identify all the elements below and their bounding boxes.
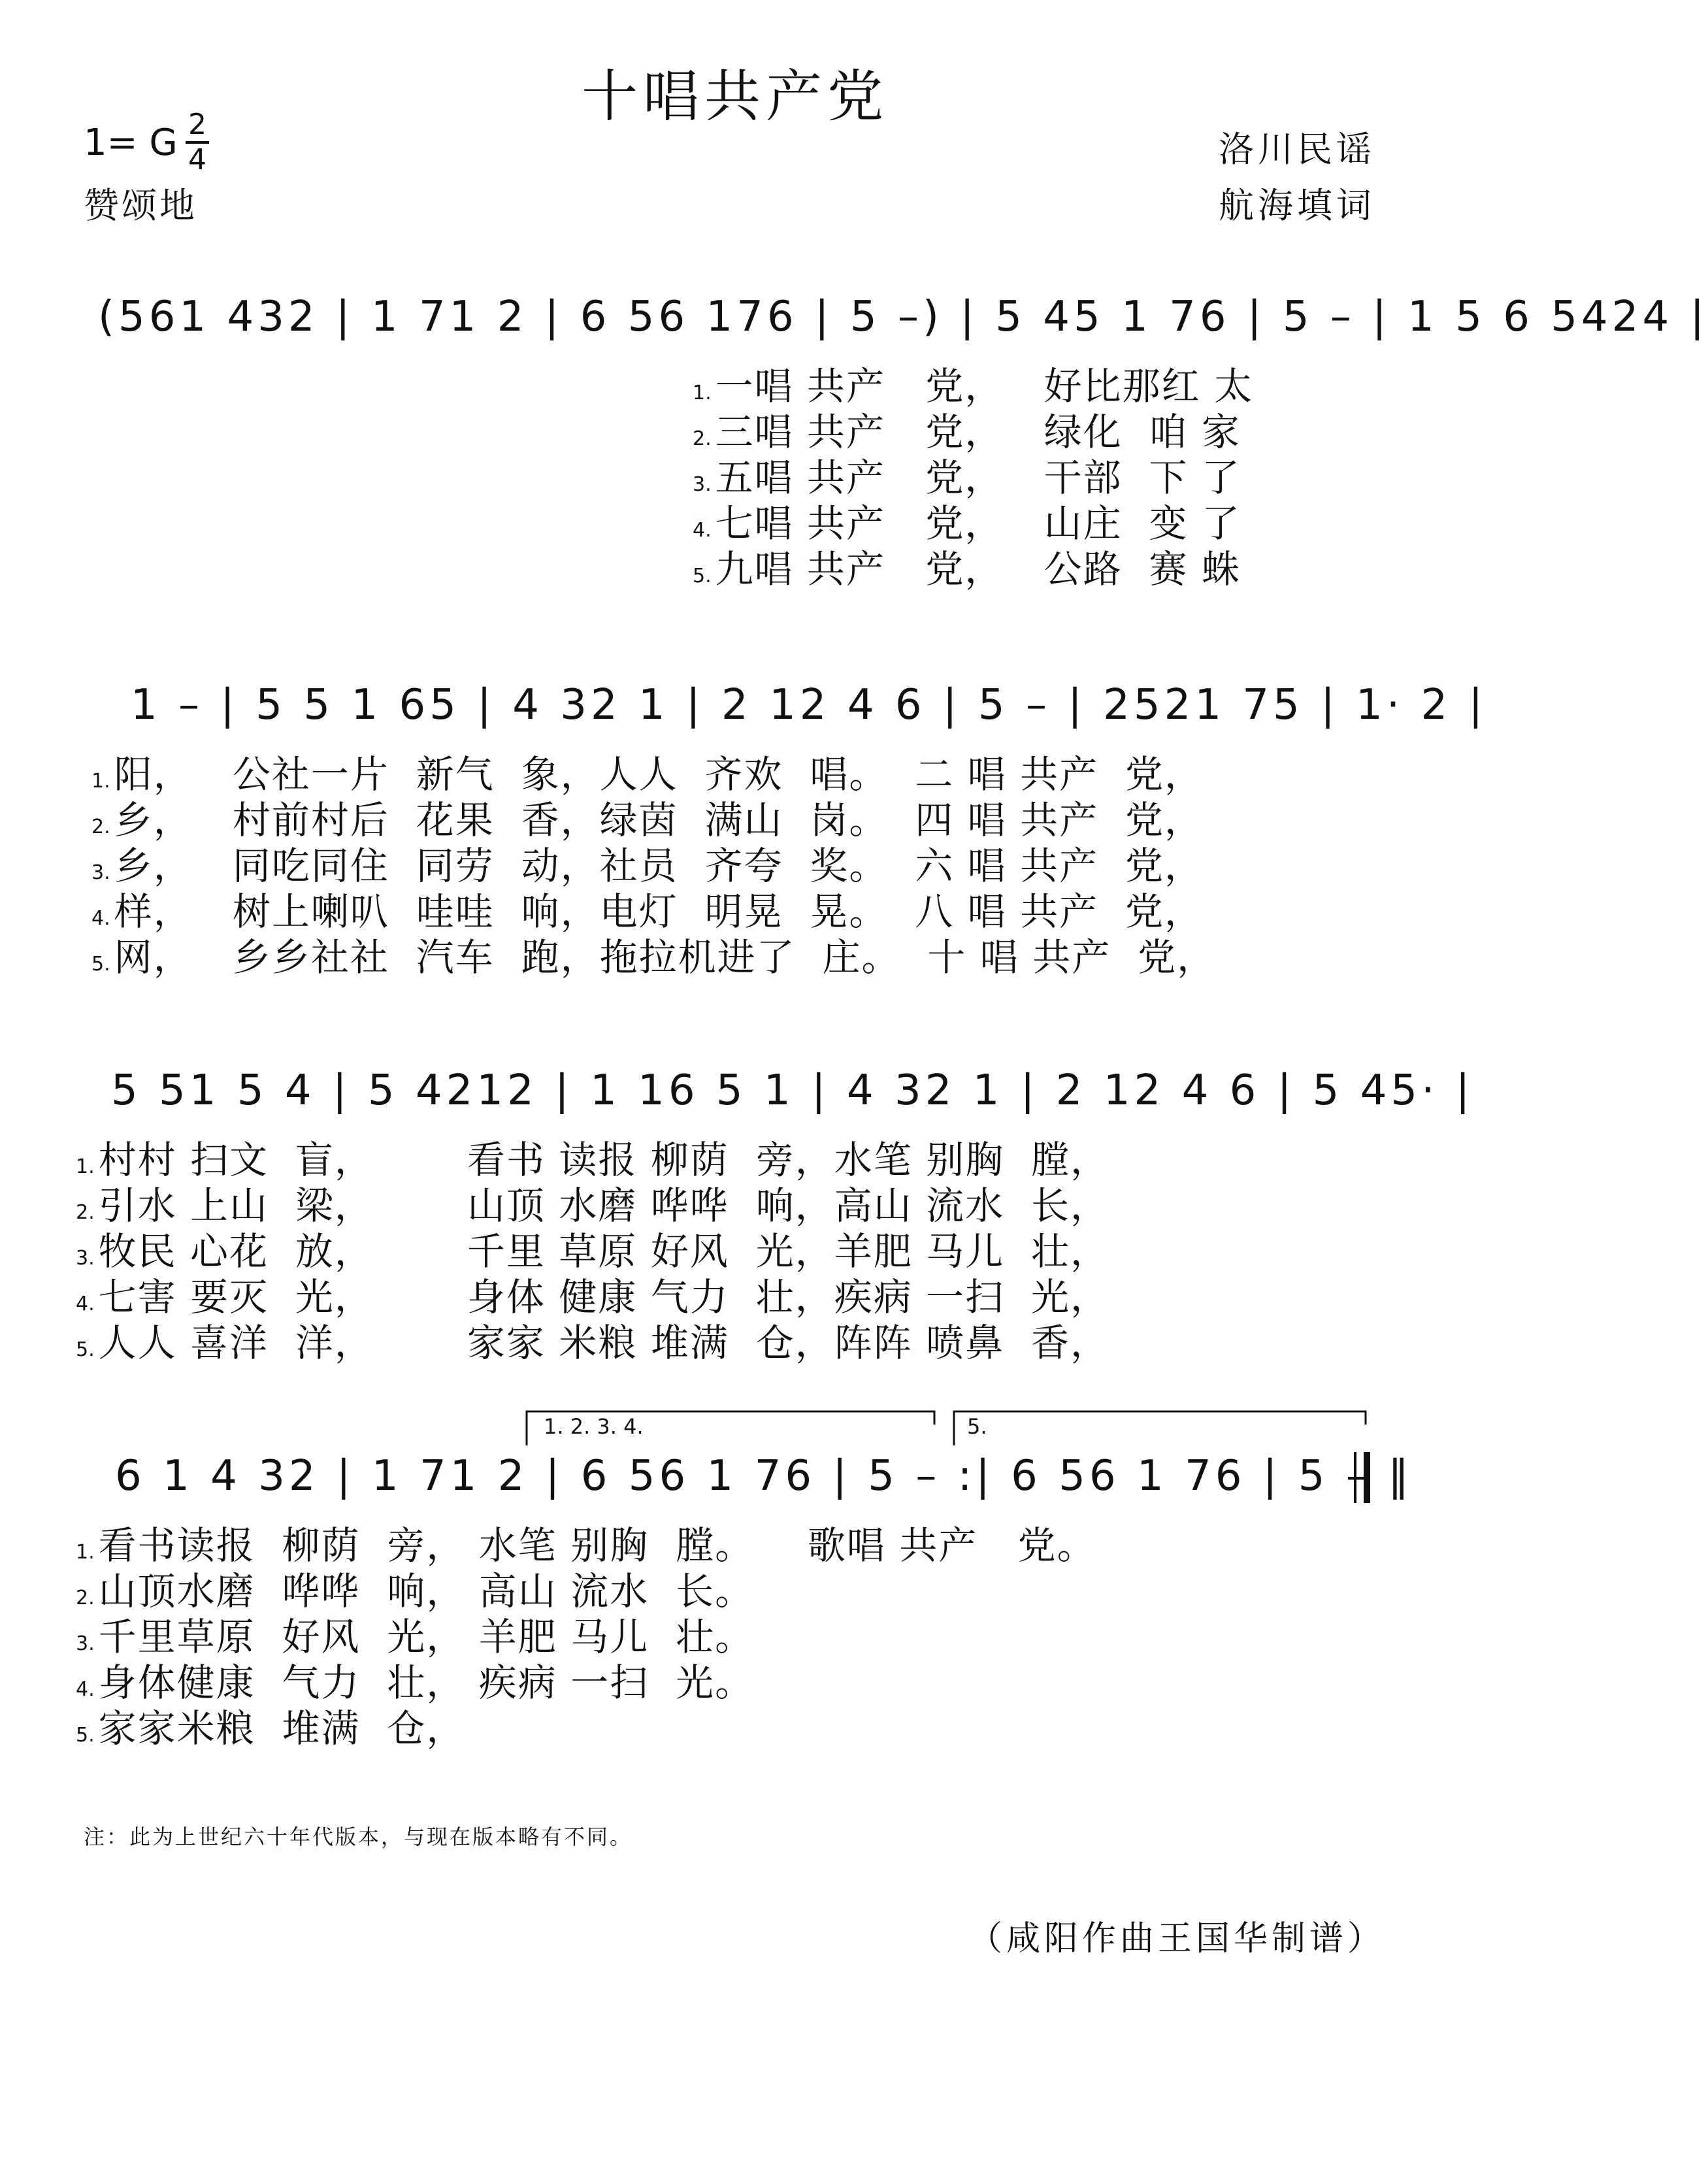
volta-second-ending: 5. [967,1414,987,1439]
footnote: 注：此为上世纪六十年代版本，与现在版本略有不同。 [84,1824,633,1849]
lyricist-attribution: 航海填词 [1219,185,1375,226]
lyric-line: 3. 五唱 共产 党， 干部 下 了 [693,455,1241,500]
notation-line-4: 6 1 4 32 | 1 71 2 | 6 56 1 76 | 5 – :| 6 56 1 76 | 5 – ‖ [115,1452,1413,1500]
lyric-line: 5. 九唱 共产 党， 公路 赛 蛛 [693,547,1241,591]
tempo-marking: 赞颂地 [84,185,197,226]
song-title: 十唱共产党 [582,64,889,129]
volta-bracket-second [954,1411,1366,1445]
engraver-credit: （咸阳作曲王国华制谱） [968,1919,1385,1958]
lyric-line: 5. 家家米粮 堆满 仓， [76,1706,466,1751]
lyric-line: 1. 看书读报 柳荫 旁， 水笔 别胸 膛。 歌唱 共产 党。 [76,1523,1096,1568]
volta-bracket-first [527,1411,934,1445]
key-signature: 1= G [84,122,178,164]
lyric-line: 3. 千里草原 好风 光， 羊肥 马儿 壮。 [76,1615,755,1659]
lyric-line: 4. 七唱 共产 党， 山庄 变 了 [693,501,1241,546]
notation-line-1: (561 432 | 1 71 2 | 6 56 176 | 5 –) | 5 45 1 76 | 5 – | 1 5 6 5424 | [98,293,1708,341]
lyric-line: 4. 身体健康 气力 壮， 疾病 一扫 光。 [76,1660,755,1705]
notation-line-2: 1 – | 5 5 1 65 | 4 32 1 | 2 12 4 6 | 5 – | 2521 75 | 1· 2 | [131,681,1487,729]
lyric-line: 5. 人人 喜洋 洋， 家家 米粮 堆满 仓，阵阵 喷鼻 香， [76,1321,1110,1365]
lyric-line: 4. 样， 树上喇叭 哇哇 响，电灯 明晃 晃。 八 唱 共产 党， [91,889,1204,934]
lyric-line: 3. 乡， 同吃同住 同劳 动，社员 齐夸 奖。 六 唱 共产 党， [91,844,1204,888]
lyric-line: 5. 网， 乡乡社社 汽车 跑，拖拉机进了 庄。 十 唱 共产 党， [91,935,1217,980]
lyric-line: 1. 一唱 共产 党， 好比那红 太 [693,364,1254,408]
lyric-line: 2. 引水 上山 梁， 山顶 水磨 哗哗 响，高山 流水 长， [76,1183,1110,1228]
lyric-line: 2. 三唱 共产 党， 绿化 咱 家 [693,410,1241,454]
lyric-line: 4. 七害 要灭 光， 身体 健康 气力 壮，疾病 一扫 光， [76,1275,1110,1319]
lyric-line: 1. 阳， 公社一片 新气 象，人人 齐欢 唱。 二 唱 共产 党， [91,752,1204,797]
volta-first-ending: 1. 2. 3. 4. [544,1414,644,1439]
source-attribution: 洛川民谣 [1219,129,1375,170]
time-signature-bottom: 4 [188,143,206,176]
lyric-line: 3. 牧民 心花 放， 千里 草原 好风 光，羊肥 马儿 壮， [76,1229,1110,1274]
notation-line-3: 5 51 5 4 | 5 4212 | 1 16 5 1 | 4 32 1 | 2 12 4 6 | 5 45· | [111,1066,1474,1115]
time-signature-top: 2 [188,108,206,141]
lyric-line: 2. 乡， 村前村后 花果 香，绿茵 满山 岗。 四 唱 共产 党， [91,798,1204,842]
lyric-line: 2. 山顶水磨 哗哗 响， 高山 流水 长。 [76,1569,755,1613]
lyric-line: 1. 村村 扫文 盲， 看书 读报 柳荫 旁，水笔 别胸 膛， [76,1138,1110,1182]
